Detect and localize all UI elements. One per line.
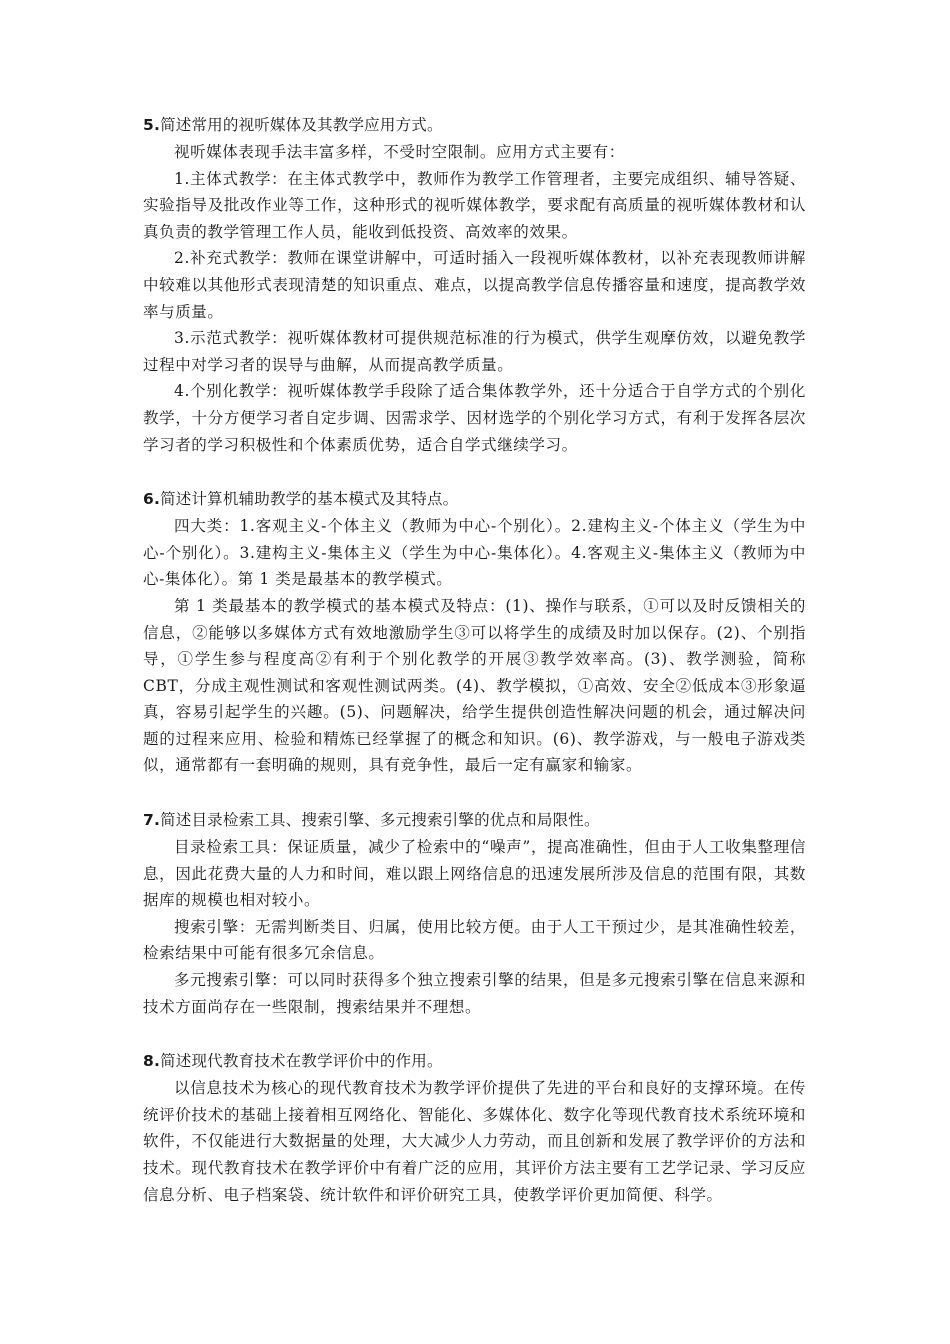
document-page bbox=[143, 112, 806, 1236]
answer-paragraph: 多元搜索引擎：可以同时获得多个独立搜索引擎的结果，但是多元搜索引擎在信息来源和技术方面尚存在一些限制，搜索结果并不理想。 bbox=[143, 971, 806, 1016]
question-title: 简述现代教育技术在教学评价中的作用。 bbox=[160, 1052, 443, 1071]
question-number: 6. bbox=[143, 490, 161, 509]
question-heading bbox=[143, 112, 806, 139]
question-heading bbox=[143, 486, 806, 513]
answer-paragraph: 以信息技术为核心的现代教育技术为教学评价提供了先进的平台和良好的支撑环境。在传统评价技术的基础上接着相互网络化、智能化、多媒体化、数字化等现代教育技术系统环境和软件，不仅能进行大数据量的处理，大大减少人力劳动，而且创新和发展了教学评价的方法和技术。现代教育技术在教学评价中有着广泛的应用，其评价方法主要有工艺学记录、学习反应信息分析、电子档案袋、统计软件和评价研究工具，使教学评价更加简便、科学。 bbox=[143, 1079, 806, 1204]
question-number: 5. bbox=[143, 116, 161, 134]
question-title: 简述常用的视听媒体及其教学应用方式。 bbox=[160, 116, 443, 134]
question-7 bbox=[143, 807, 806, 1020]
answer-paragraph: 4.个别化教学：视听媒体教学手段除了适合集体教学外，还十分适合于自学方式的个别化教学，十分方便学习者自定步调、因需求学、因材选学的个别化学习方式，有利于发挥各层次学习者的学习积极性和个体素质优势，适合自学式继续学习。 bbox=[143, 382, 806, 454]
question-number: 7. bbox=[143, 811, 161, 830]
answer-paragraph: 第 1 类最基本的教学模式的基本模式及特点：(1)、操作与联系，①可以及时反馈相关的信息，②能够以多媒体方式有效地激励学生③可以将学生的成绩及时加以保存。(2)、个别指导，①学生参与程度高②有利于个别化教学的开展③教学效率高。(3)、教学测验，简称 CBT，分成主观性测试和客观性测试两类。(4)、教学模拟，①高效、安全②低成本③形象逼真，容易引起学生的兴趣。(5)、问题解决，给学生提供创造性解决问题的机会，通过解决问题的过程来应用、检验和精炼已经掌握了的概念和知识。(6)、教学游戏，与一般电子游戏类似，通常都有一套明确的规则，具有竞争性，最后一定有赢家和输家。 bbox=[143, 596, 806, 775]
answer-paragraph: 四大类：1.客观主义-个体主义（教师为中心-个别化）。2.建构主义-个体主义（学生为中心-个别化）。3.建构主义-集体主义（学生为中心-集体化）。4.客观主义-集体主义（教师为中心-集体化）。第 1 类是最基本的教学模式。 bbox=[143, 517, 806, 589]
question-8 bbox=[143, 1048, 806, 1208]
answer-paragraph: 3.示范式教学：视听媒体教材可提供规范标准的行为模式，供学生观摩仿效，以避免教学过程中对学习者的误导与曲解，从而提高教学质量。 bbox=[143, 329, 806, 374]
question-heading bbox=[143, 1048, 806, 1075]
answer-paragraph: 搜索引擎：无需判断类目、归属，使用比较方便。由于人工干预过少，是其准确性较差，检索结果中可能有很多冗余信息。 bbox=[143, 917, 806, 963]
question-5 bbox=[143, 112, 806, 458]
answer-paragraph: 视听媒体表现手法丰富多样，不受时空限制。应用方式主要有： bbox=[174, 143, 625, 161]
question-number: 8. bbox=[143, 1052, 161, 1071]
question-6 bbox=[143, 486, 806, 779]
question-heading bbox=[143, 807, 806, 834]
question-title: 简述计算机辅助教学的基本模式及其特点。 bbox=[160, 490, 459, 509]
answer-paragraph: 2.补充式教学：教师在课堂讲解中，可适时插入一段视听媒体教材，以补充表现教师讲解中较难以其他形式表现清楚的知识重点、难点，以提高教学信息传播容量和速度，提高教学效率与质量。 bbox=[143, 249, 806, 321]
answer-paragraph: 1.主体式教学：在主体式教学中，教师作为教学工作管理者，主要完成组织、辅导答疑、实验指导及批改作业等工作，这种形式的视听媒体教学，要求配有高质量的视听媒体教材和认真负责的教学管理工作人员，能收到低投资、高效率的效果。 bbox=[143, 169, 806, 241]
question-title: 简述目录检索工具、搜索引擎、多元搜索引擎的优点和局限性。 bbox=[160, 811, 600, 830]
answer-paragraph: 目录检索工具：保证质量，减少了检索中的“噪声”，提高准确性，但由于人工收集整理信息，因此花费大量的人力和时间，难以跟上网络信息的迅速发展所涉及信息的范围有限，其数据库的规模也相对较小。 bbox=[143, 838, 806, 910]
